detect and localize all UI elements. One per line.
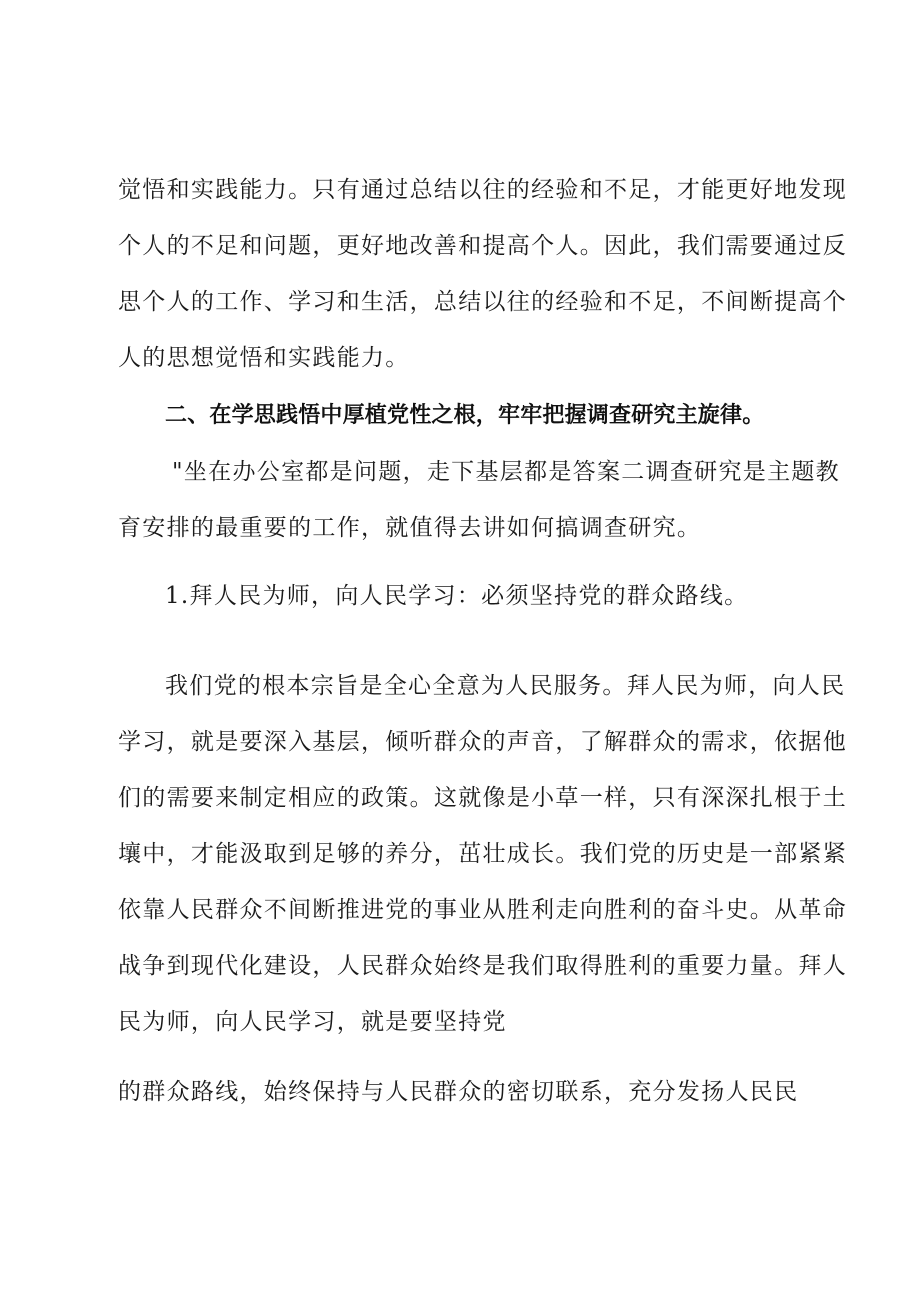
paragraph-line: 的群众路线，始终保持与人民群众的密切联系，充分发扬人民民 — [118, 1079, 799, 1105]
paragraph-line: 个人的不足和问题，更好地改善和提高个人。因此，我们需要通过反 — [118, 233, 847, 259]
subsection-heading: 1.拜人民为师，向人民学习：必须坚持党的群众路线。 — [165, 583, 749, 609]
paragraph-line: 战争到现代化建设，人民群众始终是我们取得胜利的重要力量。拜人 — [118, 953, 847, 979]
paragraph-line: 壤中，才能汲取到足够的养分，茁壮成长。我们党的历史是一部紧紧 — [118, 841, 847, 867]
paragraph-line: 们的需要来制定相应的政策。这就像是小草一样，只有深深扎根于土 — [118, 785, 847, 811]
paragraph-line: 育安排的最重要的工作，就值得去讲如何搞调查研究。 — [118, 515, 702, 541]
paragraph-line: 觉悟和实践能力。只有通过总结以往的经验和不足，才能更好地发现 — [118, 177, 847, 203]
section-heading: 二、在学思践悟中厚植党性之根，牢牢把握调查研究主旋律。 — [165, 403, 765, 428]
paragraph-line: "坐在办公室都是问题，走下基层都是答案二调查研究是主题教 — [172, 459, 840, 485]
paragraph-line: 民为师，向人民学习，就是要坚持党 — [118, 1009, 507, 1035]
paragraph-line: 我们党的根本宗旨是全心全意为人民服务。拜人民为师，向人民 — [165, 673, 846, 699]
paragraph-line: 依靠人民群众不间断推进党的事业从胜利走向胜利的奋斗史。从革命 — [118, 897, 847, 923]
paragraph-line: 学习，就是要深入基层，倾听群众的声音，了解群众的需求，依据他 — [118, 729, 847, 755]
paragraph-line: 思个人的工作、学习和生活，总结以往的经验和不足，不间断提高个 — [118, 289, 847, 315]
paragraph-line: 人的思想觉悟和实践能力。 — [118, 345, 410, 371]
